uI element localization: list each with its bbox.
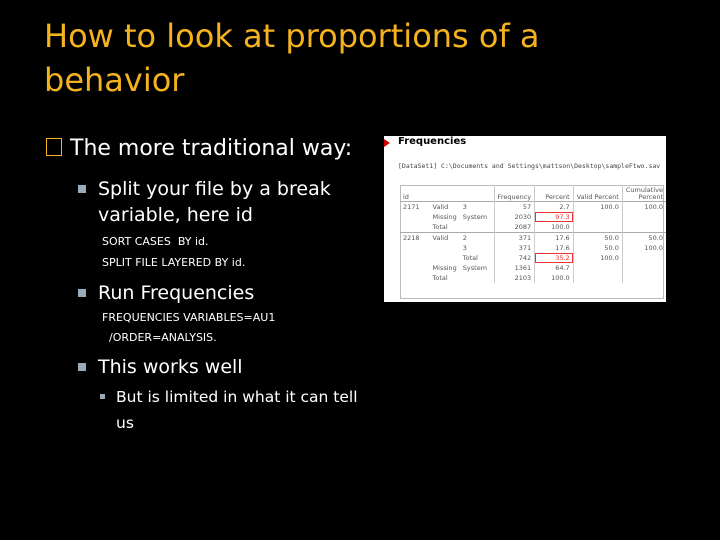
table-cell: 100.0 — [535, 273, 574, 283]
table-cell — [400, 273, 430, 283]
table-cell: 2.7 — [535, 202, 574, 213]
table-cell: 100.0 — [573, 253, 622, 263]
table-cell: 100.0 — [622, 243, 666, 253]
table-cell: 50.0 — [573, 243, 622, 253]
table-cell: Total — [462, 254, 478, 262]
table-cell: 2030 — [494, 212, 535, 222]
table-cell: 1361 — [494, 263, 535, 273]
table-cell — [400, 263, 430, 273]
small-square-bullet-icon — [100, 394, 105, 399]
sub3-1-text: But is limited in what it can tell us — [116, 388, 358, 432]
table-cell: 57 — [494, 202, 535, 213]
header-cell — [460, 185, 494, 202]
table-cell: 2 — [460, 233, 494, 244]
table-row — [400, 253, 666, 263]
table-row — [400, 233, 666, 244]
sub1-text: Split your file by a break variable, here id — [98, 178, 331, 226]
table-cell — [573, 222, 622, 233]
sub-sub-bullet-limited — [100, 384, 380, 436]
header-cell: Frequency — [494, 185, 535, 202]
table-cell — [460, 273, 494, 283]
square-bullet-icon — [78, 185, 86, 193]
code-line: SPLIT FILE LAYERED BY id. — [102, 256, 246, 269]
header-cell: Cumulative Percent — [622, 185, 666, 202]
table-cell: 17.6 — [535, 243, 574, 253]
table-cell: 2103 — [494, 273, 535, 283]
table-cell: 100.0 — [573, 202, 622, 213]
table-cell: 3 — [460, 202, 494, 213]
bullet-level1 — [46, 136, 352, 161]
table-cell: 371 — [494, 233, 535, 244]
table-cell: 100.0 — [535, 222, 574, 233]
table-cell — [460, 222, 494, 233]
table-cell — [622, 253, 666, 263]
table-cell: 3 — [462, 244, 467, 252]
header-cell — [430, 185, 460, 202]
table-row — [400, 222, 666, 233]
table-cell — [430, 243, 460, 253]
table-cell — [430, 253, 460, 263]
table-row — [400, 202, 666, 213]
table-header-row — [400, 185, 666, 202]
table-cell: 64.7 — [535, 263, 574, 273]
table-cell: 2087 — [494, 222, 535, 233]
table-cell — [622, 263, 666, 273]
table-cell: 100.0 — [622, 202, 666, 213]
frequency-table — [400, 185, 666, 283]
table-cell — [573, 212, 622, 222]
table-cell: Valid — [430, 202, 460, 213]
table-cell: Missing — [432, 213, 457, 221]
table-cell: 17.6 — [535, 233, 574, 244]
highlighted-cell: 35.2 — [535, 253, 574, 263]
table-cell: 371 — [494, 243, 535, 253]
spss-output-image — [384, 136, 666, 302]
slide-title: How to look at proportions of a behavior — [44, 17, 540, 99]
table-cell — [400, 253, 430, 263]
table-row — [400, 212, 666, 222]
table-cell: Total — [432, 274, 448, 282]
table-cell — [400, 222, 430, 233]
header-cell: id — [403, 193, 409, 201]
table-cell — [400, 243, 430, 253]
output-heading: Frequencies — [398, 136, 467, 147]
table-cell — [573, 273, 622, 283]
code-line: SORT CASES BY id. — [102, 235, 209, 248]
table-cell — [622, 273, 666, 283]
sub2-text: Run Frequencies — [98, 282, 255, 304]
dataset-path: [DataSet1] C:\Documents and Settings\mattson\Desktop\sampleFtwo.sav — [398, 162, 661, 170]
table-cell: 50.0 — [573, 233, 622, 244]
square-bullet-icon — [78, 363, 86, 371]
sub3-text: This works well — [98, 356, 243, 378]
table-cell — [622, 222, 666, 233]
code-line: /ORDER=ANALYSIS. — [102, 331, 217, 344]
code-line: FREQUENCIES VARIABLES=AU1 — [102, 311, 276, 324]
bullet1-text: The more traditional way: — [70, 136, 353, 161]
table-row — [400, 273, 666, 283]
table-cell — [400, 212, 430, 222]
highlighted-cell: 97.3 — [535, 212, 574, 222]
header-cell: Valid Percent — [573, 185, 622, 202]
checkbox-bullet-icon — [46, 138, 62, 156]
red-arrow-icon — [384, 139, 390, 147]
sub-bullet-split — [78, 176, 368, 228]
table-row — [400, 243, 666, 253]
sub-bullet-works — [78, 354, 368, 380]
square-bullet-icon — [78, 289, 86, 297]
table-cell — [622, 212, 666, 222]
table-cell: Total — [432, 223, 448, 231]
table-cell: Valid — [430, 233, 460, 244]
table-row — [400, 263, 666, 273]
table-cell — [573, 263, 622, 273]
table-cell: Missing — [432, 264, 457, 272]
table-cell: System — [462, 213, 488, 221]
table-cell: 50.0 — [622, 233, 666, 244]
table-cell: 2171 — [400, 202, 430, 213]
table-cell: 2218 — [400, 233, 430, 244]
table-cell: System — [462, 264, 488, 272]
header-cell: Percent — [535, 185, 574, 202]
table-cell: 742 — [494, 253, 535, 263]
sub-bullet-run — [78, 280, 368, 306]
